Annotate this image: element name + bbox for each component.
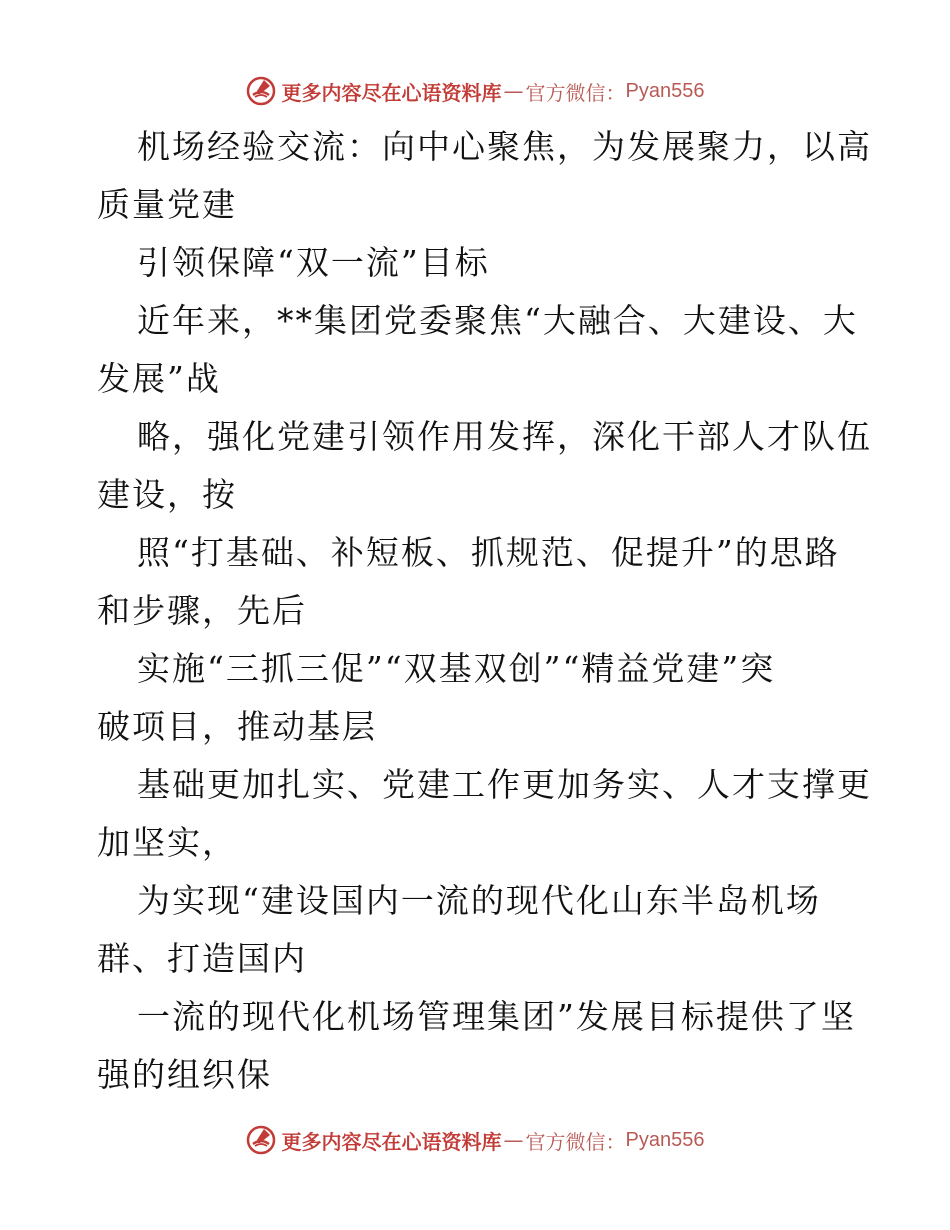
text-line: 引领保障“双一流”目标 [137,243,490,282]
text-line: 和步骤，先后 [97,591,307,630]
text-line: 强的组织保 [97,1055,272,1094]
text-line: 发展”战 [97,359,221,398]
book-pen-logo-icon [246,76,276,106]
banner-wechat-label: 官方微信： [525,1129,626,1154]
text-line: 基础更加扎实、党建工作更加务实、人才支撑更 [137,765,872,804]
document-body [97,118,872,1104]
text-line: 破项目，推动基层 [97,707,377,746]
banner-wechat-label: 官方微信： [525,80,626,105]
text-line: 群、打造国内 [97,939,307,978]
text-line: 实施“三抓三促”“双基双创”“精益党建”突 [137,649,776,688]
banner-separator: — [503,1128,524,1152]
text-line: 质量党建 [97,185,237,224]
banner-title: 更多内容尽在心语资料库 [281,1129,502,1154]
banner-title: 更多内容尽在心语资料库 [281,80,502,105]
footer-banner [0,1120,950,1160]
text-line: 略，强化党建引领作用发挥，深化干部人才队伍 [137,417,872,456]
text-line: 为实现“建设国内一流的现代化山东半岛机场 [137,881,821,920]
header-banner [0,71,950,111]
banner-wechat-id: Pyan556 [625,1128,705,1151]
banner-separator: — [503,79,524,103]
banner-wechat-id: Pyan556 [625,79,705,102]
text-line: 照“打基础、补短板、抓规范、促提升”的思路 [137,533,840,572]
text-line: 近年来，**集团党委聚焦“大融合、大建设、大 [137,301,858,340]
text-line: 加坚实， [97,823,237,862]
text-line: 一流的现代化机场管理集团”发展目标提供了坚 [137,997,856,1036]
book-pen-logo-icon [246,1125,276,1155]
text-line: 建设，按 [97,475,237,514]
text-line: 机场经验交流：向中心聚焦，为发展聚力，以高 [137,127,872,166]
